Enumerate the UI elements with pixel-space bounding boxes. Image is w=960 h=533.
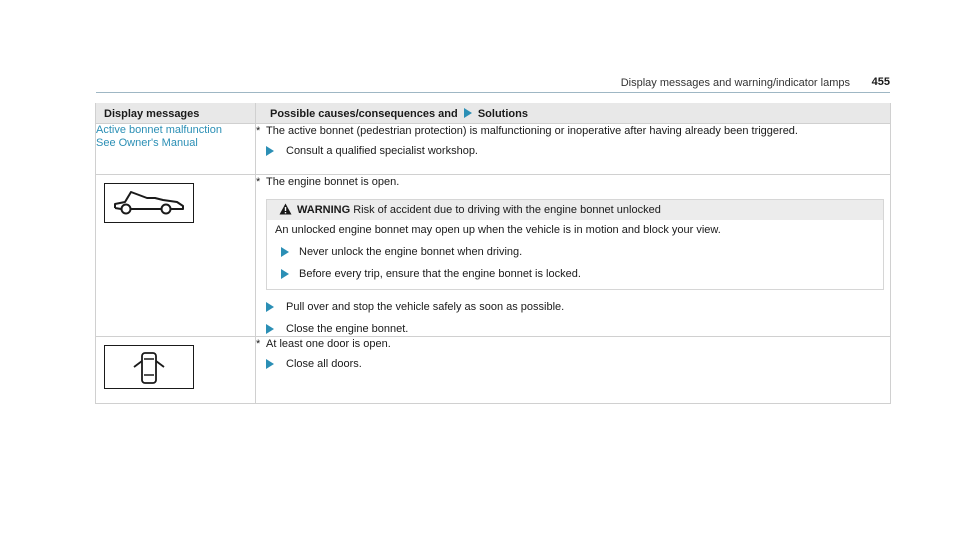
arrow-icon	[266, 302, 274, 312]
page-number: 455	[871, 76, 890, 88]
col-header-display-messages: Display messages	[96, 103, 256, 124]
table-header-row	[96, 103, 891, 124]
cause-text: * At least one door is open.	[256, 338, 391, 350]
door-open-icon	[104, 345, 194, 389]
solution-step: Pull over and stop the vehicle safely as soon as possible.	[256, 300, 890, 314]
bonnet-open-svg	[111, 190, 187, 216]
arrow-icon	[464, 108, 472, 118]
arrow-icon	[281, 269, 289, 279]
table-row	[96, 124, 891, 175]
page-header	[96, 76, 890, 93]
table-row	[96, 337, 891, 404]
solution-step: Consult a qualified specialist workshop.	[256, 144, 890, 158]
bonnet-open-icon	[104, 183, 194, 223]
cause-text: * The active bonnet (pedestrian protection) is malfunctioning or inoperative after having already been triggered.	[256, 125, 798, 137]
door-open-svg	[129, 347, 169, 387]
warning-title: Risk of accident due to driving with the engine bonnet unlocked	[353, 204, 661, 216]
warning-triangle-icon	[279, 203, 292, 215]
warning-label: WARNING	[297, 204, 351, 216]
message-active-bonnet-malfunction[interactable]: Active bonnet malfunction	[96, 124, 222, 136]
message-see-owners-manual[interactable]: See Owner's Manual	[96, 137, 198, 149]
header-title: Display messages and warning/indicator lamps	[620, 77, 850, 89]
arrow-icon	[266, 359, 274, 369]
warning-text: An unlocked engine bonnet may open up when the vehicle is in motion and block your view.	[275, 224, 721, 236]
warning-header	[267, 200, 883, 220]
table-row	[96, 175, 891, 337]
cause-text: * The engine bonnet is open.	[256, 176, 400, 188]
messages-table	[95, 103, 891, 404]
arrow-icon	[266, 324, 274, 334]
arrow-icon	[266, 146, 274, 156]
solution-step: Close all doors.	[256, 357, 890, 371]
arrow-icon	[281, 247, 289, 257]
col-header-causes-solutions: Possible causes/consequences and Solutions	[256, 103, 891, 124]
warning-step: Never unlock the engine bonnet when driving.	[275, 245, 883, 259]
solution-step: Close the engine bonnet.	[256, 322, 890, 336]
warning-box	[266, 199, 884, 290]
warning-step: Before every trip, ensure that the engine bonnet is locked.	[275, 267, 883, 281]
